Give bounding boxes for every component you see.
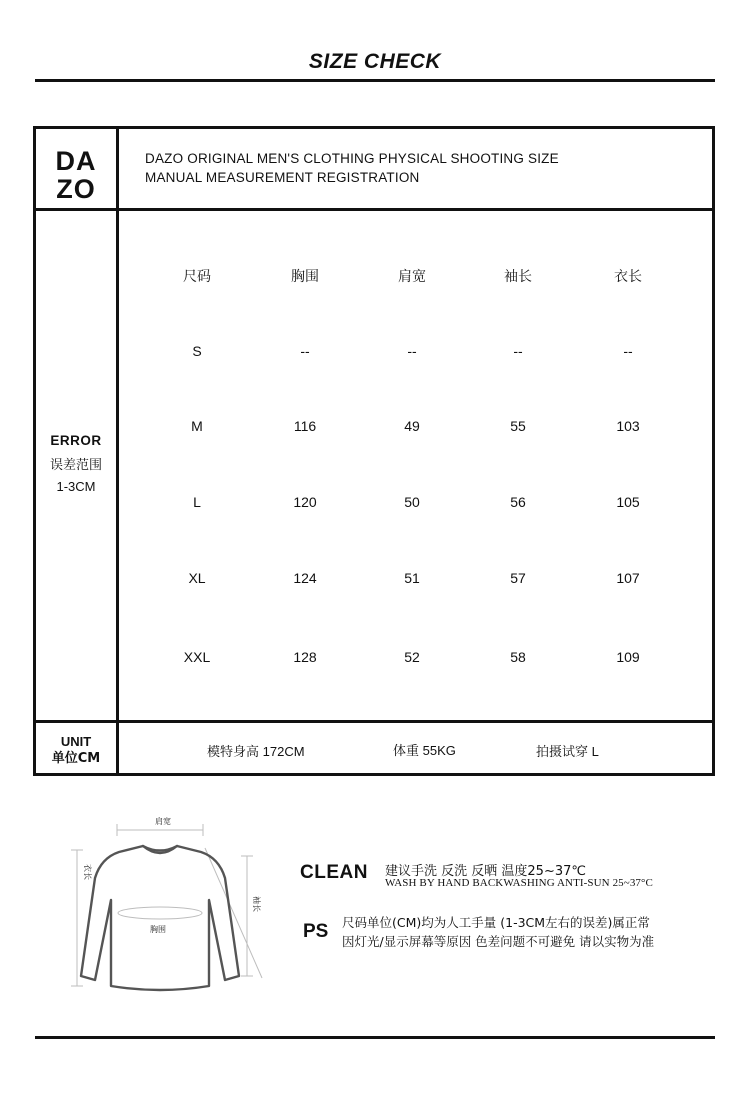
error-label: ERROR: [50, 433, 102, 448]
table-header-cell: 袖长: [504, 269, 532, 285]
unit-note: [36, 733, 116, 767]
garment-measurement-diagram: [55, 808, 275, 998]
table-cell: --: [623, 343, 633, 359]
clean-label: CLEAN: [300, 862, 368, 883]
intro-line-2: MANUAL MEASUREMENT REGISTRATION: [145, 170, 420, 185]
table-cell: 107: [616, 570, 640, 586]
table-header-cell: 肩宽: [398, 269, 426, 285]
table-cell: 56: [510, 494, 526, 510]
sweater-outline: [81, 846, 239, 990]
logo-line-1: DA: [55, 146, 97, 176]
clean-instructions-en: WASH BY HAND BACKWASHING ANTI-SUN 25~37°C: [385, 877, 653, 889]
table-cell: 105: [616, 494, 640, 510]
diagram-label-chest: 胸围: [150, 925, 166, 934]
ps-note-line-1: 尺码单位(CM)均为人工手量 (1-3CM左右的误差)属正常: [342, 915, 650, 930]
table-cell: --: [300, 343, 310, 359]
table-cell: 58: [510, 649, 526, 665]
table-header-cell: 胸围: [291, 269, 319, 285]
table-cell: 52: [404, 649, 420, 665]
table-row-size: XXL: [183, 649, 211, 665]
table-cell: 116: [293, 418, 317, 434]
ps-label: PS: [303, 921, 329, 942]
table-cell: 51: [404, 570, 420, 586]
intro-line-1: DAZO ORIGINAL MEN'S CLOTHING PHYSICAL SHOOTING SIZE: [145, 151, 559, 166]
table-cell: 124: [293, 570, 317, 586]
table-cell: 57: [510, 570, 526, 586]
table-cell: 128: [293, 649, 317, 665]
chest-guide-ellipse: [118, 907, 202, 919]
model-size-label: 拍摄试穿: [536, 745, 589, 760]
model-height-value: 172CM: [262, 744, 305, 759]
unit-label-cn: 单位CM: [51, 751, 101, 766]
table-header-cell: 衣长: [614, 269, 642, 285]
table-row-size: S: [192, 343, 202, 359]
table-cell: --: [407, 343, 417, 359]
row-divider-unit: [33, 720, 715, 723]
ps-note-line-2: 因灯光/显示屏幕等原因 色差问题不可避免 请以实物为准: [342, 934, 655, 949]
page-title: SIZE CHECK: [308, 50, 442, 73]
table-cell: 120: [293, 494, 317, 510]
row-divider-header: [33, 208, 715, 211]
top-divider: [35, 79, 715, 82]
size-chart-frame: [33, 126, 715, 776]
bottom-divider: [35, 1036, 715, 1039]
error-note: [36, 433, 116, 494]
diagram-label-length: 衣长: [83, 864, 92, 880]
unit-label: UNIT: [60, 734, 92, 749]
model-weight-label: 体重: [393, 744, 420, 759]
table-row-size: M: [191, 418, 203, 434]
table-cell: --: [513, 343, 523, 359]
model-height: [207, 741, 305, 760]
table-header-cell: 尺码: [183, 269, 211, 285]
error-range: 1-3CM: [56, 479, 96, 494]
table-cell: 109: [616, 649, 640, 665]
diagram-label-sleeve: 袖长: [252, 896, 261, 912]
table-cell: 55: [510, 418, 526, 434]
model-size-value: L: [591, 744, 599, 759]
table-cell: 49: [404, 418, 420, 434]
table-row-size: L: [193, 494, 201, 510]
brand-logo: [36, 147, 116, 203]
column-divider: [116, 126, 119, 776]
diagram-label-shoulder: 肩宽: [155, 817, 171, 826]
table-cell: 50: [404, 494, 420, 510]
clean-instructions-cn: 建议手洗 反洗 反晒 温度25~37℃: [385, 864, 586, 879]
model-weight: [393, 740, 456, 759]
table-cell: 103: [616, 418, 640, 434]
model-weight-value: 55KG: [422, 743, 456, 758]
model-height-label: 模特身高: [207, 745, 260, 760]
model-size: [536, 741, 599, 760]
error-label-cn: 误差范围: [49, 458, 102, 473]
logo-line-2: ZO: [56, 174, 96, 204]
table-row-size: XL: [188, 570, 206, 586]
brand-intro: [145, 149, 685, 187]
